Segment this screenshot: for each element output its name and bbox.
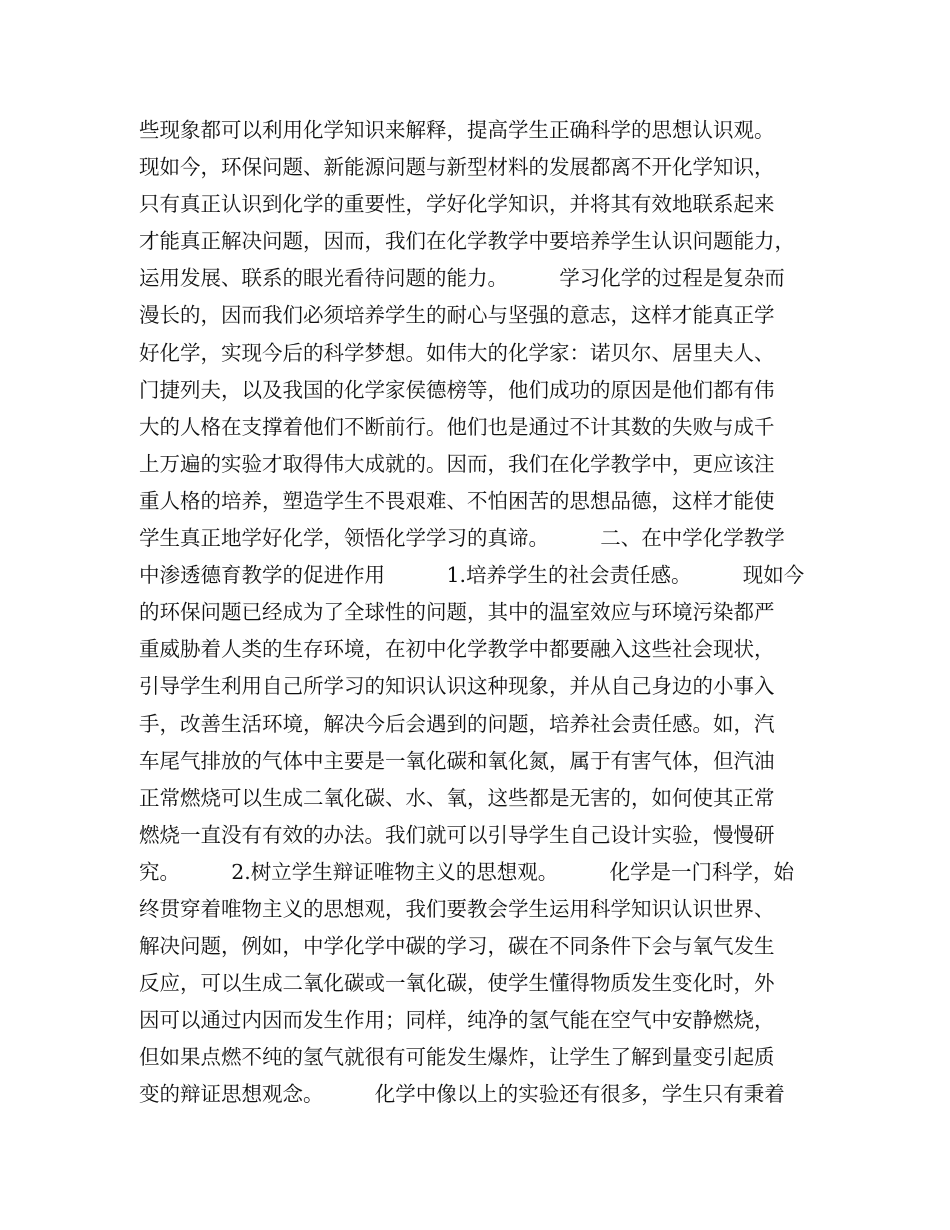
text-line: 究。 2.树立学生辩证唯物主义的思想观。 化学是一门科学，始 [139, 859, 795, 884]
text-line: 大的人格在支撑着他们不断前行。他们也是通过不计其数的失败与成千 [139, 414, 775, 439]
text-line: 因可以通过内因而发生作用；同样，纯净的氢气能在空气中安静燃烧， [139, 1008, 775, 1033]
text-line: 车尾气排放的气体中主要是一氧化碳和氧化氮，属于有害气体，但汽油 [139, 748, 775, 773]
body-text [139, 112, 829, 1114]
text-line: 些现象都可以利用化学知识来解释，提高学生正确科学的思想认识观。 [139, 118, 775, 142]
text-line: 好化学，实现今后的科学梦想。如伟大的化学家：诺贝尔、居里夫人、 [139, 340, 775, 365]
text-line: 的环保问题已经成为了全球性的问题，其中的温室效应与环境污染都严 [139, 600, 775, 625]
text-line: 重威胁着人类的生存环境，在初中化学教学中都要融入这些社会现状， [139, 637, 775, 662]
text-line: 解决问题，例如，中学化学中碳的学习，碳在不同条件下会与氧气发生 [139, 934, 775, 959]
text-line: 手，改善生活环境，解决今后会遇到的问题，培养社会责任感。如，汽 [139, 711, 775, 736]
text-line: 运用发展、联系的眼光看待问题的能力。 学习化学的过程是复杂而 [139, 266, 785, 291]
text-line: 只有真正认识到化学的重要性，学好化学知识，并将其有效地联系起来 [139, 192, 775, 217]
text-line: 正常燃烧可以生成二氧化碳、水、氧，这些都是无害的，如何使其正常 [139, 785, 775, 810]
text-line: 重人格的培养，塑造学生不畏艰难、不怕困苦的思想品德，这样才能使 [139, 488, 775, 513]
text-line: 漫长的，因而我们必须培养学生的耐心与坚强的意志，这样才能真正学 [139, 303, 775, 328]
text-line: 引导学生利用自己所学习的知识认识这种现象，并从自己身边的小事入 [139, 674, 775, 699]
text-line: 现如今，环保问题、新能源问题与新型材料的发展都离不开化学知识， [139, 155, 775, 180]
text-line: 反应，可以生成二氧化碳或一氧化碳，使学生懂得物质发生变化时，外 [139, 971, 775, 996]
text-line: 门捷列夫，以及我国的化学家侯德榜等，他们成功的原因是他们都有伟 [139, 377, 775, 402]
text-line: 但如果点燃不纯的氢气就很有可能发生爆炸，让学生了解到量变引起质 [139, 1045, 775, 1070]
text-line: 才能真正解决问题，因而，我们在化学教学中要培养学生认识问题能力， [139, 229, 795, 254]
text-line: 上万遍的实验才取得伟大成就的。因而，我们在化学教学中，更应该注 [139, 451, 775, 476]
text-line: 中渗透德育教学的促进作用 1.培养学生的社会责任感。 现如今 [139, 563, 805, 588]
text-line: 燃烧一直没有有效的办法。我们就可以引导学生自己设计实验，慢慢研 [139, 822, 775, 847]
text-line: 变的辩证思想观念。 化学中像以上的实验还有很多，学生只有秉着 [139, 1082, 785, 1107]
text-line: 终贯穿着唯物主义的思想观，我们要教会学生运用科学知识认识世界、 [139, 896, 775, 921]
text-line: 学生真正地学好化学，领悟化学学习的真谛。 二、在中学化学教学 [139, 526, 785, 551]
